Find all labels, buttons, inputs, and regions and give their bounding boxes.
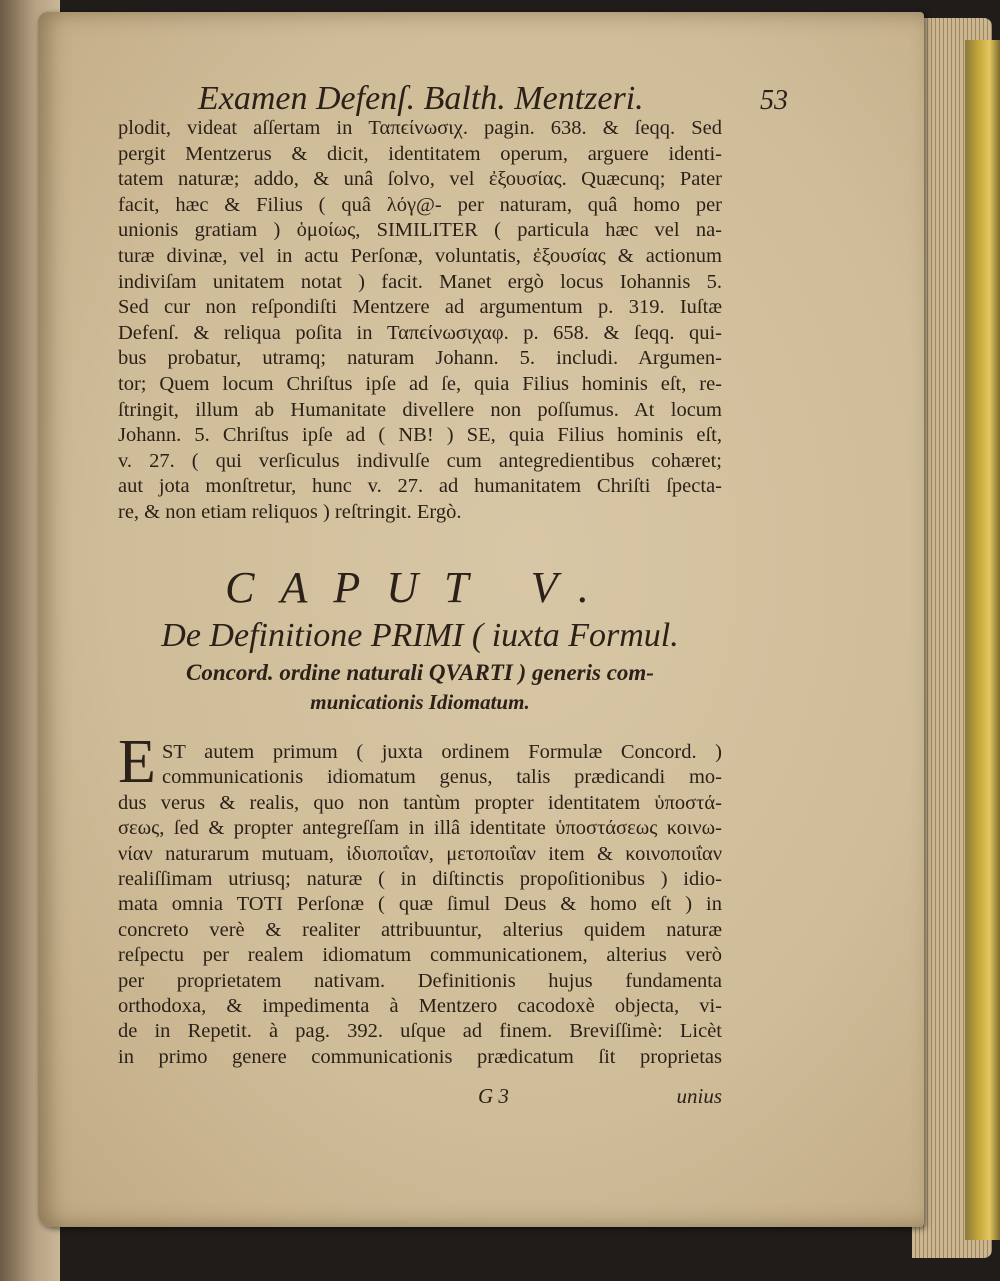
running-title: Examen Defenſ. Balth. Mentzeri.: [198, 80, 644, 117]
gilt-edge: [965, 40, 1000, 1240]
chapter-title-line: municationis Idiomatum.: [310, 690, 530, 714]
text-line: turæ divinæ, vel in actu Perſonæ, voluntatis, ἐξουσίας & actionum: [118, 244, 722, 267]
chapter-heading: CAPUT V.: [225, 563, 615, 612]
text-line: aut jota monſtretur, hunc v. 27. ad humanitatem Chriſti ſpecta-: [118, 475, 722, 498]
text-line: bus probatur, utramq; naturam Johann. 5. includi. Argumen-: [118, 347, 722, 370]
page-number: 53: [760, 85, 788, 116]
text-line: tatem naturæ; addo, & unâ ſolvo, vel ἐξουσίας. Quæcunq; Pater: [118, 168, 722, 191]
chapter-title-line: Concord. ordine naturali QVARTI ) generis com-: [186, 660, 654, 685]
chapter-title: [118, 614, 722, 716]
text-line: Defenſ. & reliqua poſita in Ταπϵίνωσιχαφ. p. 658. & ſeqq. qui-: [118, 321, 722, 344]
drop-cap: E: [118, 728, 156, 796]
text-line: realiſſimam utriusq; naturæ ( in diſtinctis propoſitionibus ) idio-: [118, 868, 722, 891]
text-line: per proprietatem nativam. Definitionis hujus fundamenta: [118, 969, 722, 992]
text-line: v. 27. ( qui verſiculus indivulſe cum antegredientibus cohæret;: [118, 449, 722, 472]
text-line: communicationis idiomatum genus, talis prædicandi mo-: [162, 766, 722, 789]
text-line: pergit Mentzerus & dicit, identitatem operum, arguere identi-: [118, 142, 722, 165]
text-line: facit, hæc & Filius ( quâ λόγ@- per naturam, quâ homo per: [118, 193, 722, 216]
text-line: Sed cur non reſpondiſti Mentzere ad argumentum p. 319. Iuſtæ: [118, 296, 722, 319]
text-line: concreto verè & realiter attribuuntur, alterius quidem naturæ: [118, 918, 722, 941]
text-line: dus verus & realis, quo non tantùm propter identitatem ὑποστά-: [118, 791, 722, 814]
text-line: ſtringit, illum ab Humanitate divellere non poſſumus. At locum: [118, 398, 722, 421]
text-line: plodit, videat aſſertam in Ταπϵίνωσιχ. pagin. 638. & ſeqq. Sed: [118, 117, 722, 139]
catchword: unius: [676, 1084, 722, 1108]
text-line: ST autem primum ( juxta ordinem Formulæ Concord. ): [162, 741, 722, 763]
text-line: mata omnia TOTI Perſonæ ( quæ ſimul Deus & homo eſt ) in: [118, 893, 722, 916]
definition-paragraph: [118, 740, 722, 1070]
text-line: de in Repetit. à pag. 392. uſque ad finem. Breviſſimè: Licèt: [118, 1020, 722, 1043]
text-line: tor; Quem locum Chriſtus ipſe ad ſe, quia Filius hominis eſt, re-: [118, 372, 722, 395]
text-line: re, & non etiam reliquos ) reſtringit. Ergò.: [118, 500, 462, 523]
text-line: reſpectu per realem idiomatum communicationem, alterius verò: [118, 944, 722, 967]
text-line: in primo genere communicationis prædicatum ſit proprietas: [118, 1045, 722, 1068]
continuation-text: [118, 116, 722, 526]
signature-mark: G 3: [478, 1084, 509, 1108]
text-line: orthodoxa, & impedimenta à Mentzero cacodoxè objecta, vi-: [118, 995, 722, 1018]
chapter-title-line: De Definitione PRIMI ( iuxta Formul.: [161, 617, 679, 654]
text-line: νίαν naturarum mutuam, ἰδιοποιΐαν, μετοποιΐαν item & κοινοποιΐαν: [118, 842, 722, 865]
text-line: σεως, ſed & propter antegreſſam in illâ identitate ὑποστάσεως κοινω-: [118, 817, 722, 840]
text-line: indiviſam unitatem notat ) facit. Manet ergò locus Iohannis 5.: [118, 270, 722, 293]
text-line: unionis gratiam ) ὁμοίως, SIMILITER ( particula hæc vel na-: [118, 219, 722, 242]
running-header: [198, 80, 788, 118]
text-line: Johann. 5. Chriſtus ipſe ad ( NB! ) SE, quia Filius hominis eſt,: [118, 424, 722, 447]
